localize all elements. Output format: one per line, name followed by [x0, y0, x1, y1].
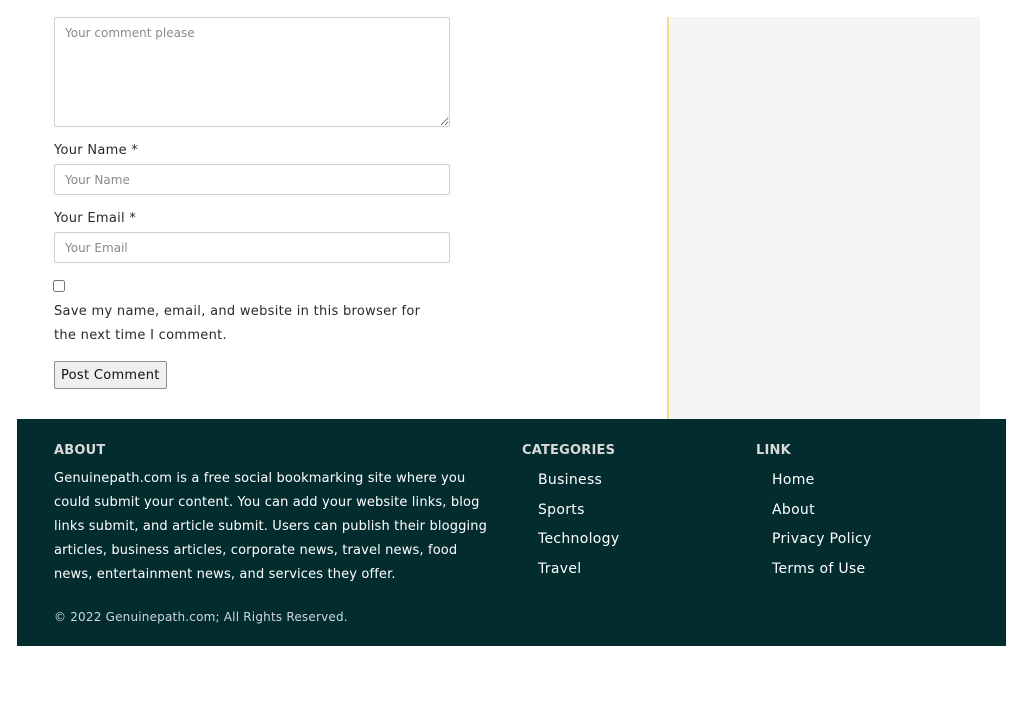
footer-link-home[interactable]: Home [772, 472, 815, 488]
category-link-business[interactable]: Business [538, 472, 603, 488]
copyright-text: © 2022 Genuinepath.com; All Rights Reserved. [54, 610, 348, 624]
sidebar-panel [667, 17, 980, 419]
about-heading: ABOUT [54, 443, 106, 458]
category-link-sports[interactable]: Sports [538, 501, 585, 518]
link-item-privacy-policy [772, 528, 872, 558]
category-item-sports [538, 499, 619, 529]
category-link-travel[interactable]: Travel [538, 560, 582, 577]
email-label: Your Email * [54, 211, 137, 226]
category-item-technology [538, 528, 619, 558]
save-info-text: Save my name, email, and website in this browser for the next time I comment. [54, 304, 421, 343]
categories-heading: CATEGORIES [522, 443, 616, 458]
post-comment-button[interactable]: Post Comment [54, 361, 167, 389]
category-link-technology[interactable]: Technology [538, 531, 620, 547]
name-input[interactable] [54, 164, 450, 195]
links-list [772, 469, 872, 587]
categories-list [538, 469, 619, 587]
footer-link-privacy-policy[interactable]: Privacy Policy [772, 531, 872, 547]
category-item-business [538, 469, 619, 499]
link-item-about [772, 499, 872, 529]
save-info-checkbox[interactable] [53, 280, 65, 292]
site-footer [17, 419, 1006, 646]
link-heading: LINK [756, 443, 791, 458]
email-input[interactable] [54, 232, 450, 263]
comment-textarea[interactable] [54, 17, 450, 127]
name-label: Your Name * [54, 143, 139, 158]
about-text: Genuinepath.com is a free social bookmarking site where you could submit your content. You can add your website links, blog links submit, and article submit. Users can publish their blogging articles, business articles, corporate news, travel news, food news, entertainment news, and services they offer. [54, 471, 488, 582]
category-item-travel [538, 558, 619, 588]
link-item-home [772, 469, 872, 499]
link-item-terms-of-use [772, 558, 872, 588]
footer-link-terms-of-use[interactable]: Terms of Use [772, 560, 866, 577]
footer-link-about[interactable]: About [772, 501, 815, 518]
